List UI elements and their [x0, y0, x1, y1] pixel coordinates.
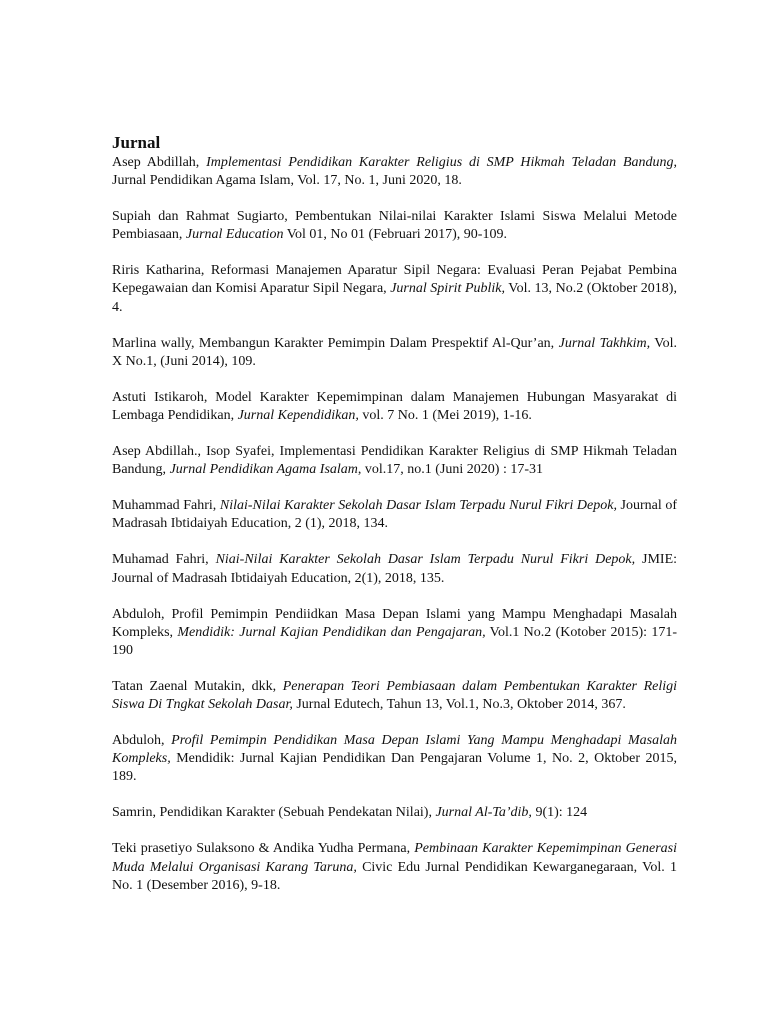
entry-text: Vol. X No.1, (Juni 2014), 109. — [112, 335, 677, 369]
entry-text: Tatan Zaenal Mutakin, dkk, — [112, 678, 283, 694]
entry-text: Vol 01, No 01 (Februari 2017), 90-109. — [283, 227, 507, 243]
bibliography-entry — [112, 804, 677, 822]
entry-text: Vol. 13, No.2 (Oktober 2018), 4. — [112, 281, 677, 315]
entry-title-italic: Jurnal Takhkim, — [558, 335, 651, 351]
entry-text: , vol.17, no.1 (Juni 2020) : 17-31 — [357, 462, 544, 478]
entry-text: Civic Edu Jurnal Pendidikan Kewarganegaraan, Vol. 1 No. 1 (Desember 2016), 9-18. — [112, 859, 677, 893]
entry-text: Journal of Madrasah Ibtidaiyah Education, 2 (1), 2018, 134. — [112, 498, 677, 532]
bibliography-entry — [112, 606, 677, 660]
bibliography-entry — [112, 551, 677, 587]
entry-text: Marlina wally, Membangun Karakter Pemimpin Dalam Prespektif Al-Qur’an, — [112, 335, 559, 351]
entry-text: Asep Abdillah, — [112, 155, 207, 170]
bibliography-entry — [112, 678, 677, 714]
bibliography-entry — [112, 389, 677, 425]
entry-text: Mendidik: Jurnal Kajian Pendidikan Dan Pengajaran Volume 1, No. 2, Oktober 2015, 189. — [112, 751, 677, 785]
entry-title-italic: Penerapan Teori Pembiasaan dalam Pembentukan Karakter Religi Siswa Di Tngkat Sekolah Dasar, — [112, 678, 677, 712]
bibliography-entry — [112, 154, 677, 190]
entry-title-italic: Jurnal Kependidikan, — [237, 407, 359, 423]
entry-text: Jurnal Edutech, Tahun 13, Vol.1, No.3, Oktober 2014, 367. — [292, 696, 626, 712]
entry-text: Abduloh, — [112, 733, 172, 749]
bibliography-list — [112, 154, 677, 895]
entry-text: Asep Abdillah., Isop Syafei, Implementasi Pendidikan Karakter Religius di SMP Hikmah Teladan Bandung, — [112, 444, 677, 478]
entry-title-italic: Jurnal Education — [185, 227, 284, 243]
entry-title-italic: Profil Pemimpin Pendidikan Masa Depan Islami Yang Mampu Menghadapi Masalah Kompleks, — [112, 733, 677, 767]
entry-text: Samrin, Pendidikan Karakter (Sebuah Pendekatan Nilai), — [112, 805, 436, 821]
bibliography-entry — [112, 732, 677, 786]
entry-title-italic: Jurnal Pendidikan Agama Isalam — [169, 462, 358, 478]
entry-title-italic: Mendidik: Jurnal Kajian Pendidikan dan Pengajaran, — [177, 624, 486, 640]
bibliography-entry — [112, 335, 677, 371]
entry-text: Muhammad Fahri, — [112, 498, 220, 514]
entry-text: Riris Katharina, Reformasi Manajemen Aparatur Sipil Negara: Evaluasi Peran Pejabat Pembina Kepegawaian dan Komisi Aparatur Sipil Negara, — [112, 263, 677, 297]
entry-text: JMIE: Journal of Madrasah Ibtidaiyah Education, 2(1), 2018, 135. — [112, 552, 678, 586]
entry-title-italic: Implementasi Pendidikan Karakter Religius di SMP Hikmah Teladan Bandung — [206, 155, 674, 170]
document-page — [112, 132, 677, 913]
entry-text: , Jurnal Pendidikan Agama Islam, Vol. 17, No. 1, Juni 2020, 18. — [112, 155, 677, 189]
bibliography-entry — [112, 497, 677, 533]
bibliography-entry — [112, 443, 677, 479]
bibliography-entry — [112, 840, 677, 894]
entry-text: vol. 7 No. 1 (Mei 2019), 1-16. — [358, 407, 532, 423]
entry-title-italic: Pembinaan Karakter Kepemimpinan Generasi Muda Melalui Organisasi Karang Taruna, — [112, 841, 677, 875]
entry-title-italic: Jurnal Spirit Publik, — [390, 281, 506, 297]
entry-text: 9(1): 124 — [531, 805, 588, 821]
bibliography-entry — [112, 208, 677, 244]
bibliography-entry — [112, 262, 677, 316]
entry-text: Supiah dan Rahmat Sugiarto, Pembentukan Nilai-nilai Karakter Islami Siswa Melalui Metode Pembiasaan, — [112, 209, 677, 243]
entry-title-italic: Nilai-Nilai Karakter Sekolah Dasar Islam Terpadu Nurul Fikri Depok, — [219, 498, 617, 514]
entry-title-italic: Jurnal Al-Ta’dib, — [435, 805, 532, 821]
entry-text: Muhamad Fahri, — [112, 552, 216, 568]
entry-title-italic: Niai-Nilai Karakter Sekolah Dasar Islam Terpadu Nurul Fikri Depok, — [215, 552, 636, 568]
entry-text: Vol.1 No.2 (Kotober 2015): 171-190 — [112, 624, 678, 658]
entry-text: Astuti Istikaroh, Model Karakter Kepemimpinan dalam Manajemen Hubungan Masyarakat di Lembaga Pendidikan, — [112, 389, 677, 423]
entry-text: Abduloh, Profil Pemimpin Pendiidkan Masa Depan Islami yang Mampu Menghadapi Masalah Kompleks, — [112, 606, 677, 640]
section-heading: Jurnal — [112, 133, 161, 152]
entry-text: Teki prasetiyo Sulaksono & Andika Yudha Permana, — [112, 841, 415, 857]
